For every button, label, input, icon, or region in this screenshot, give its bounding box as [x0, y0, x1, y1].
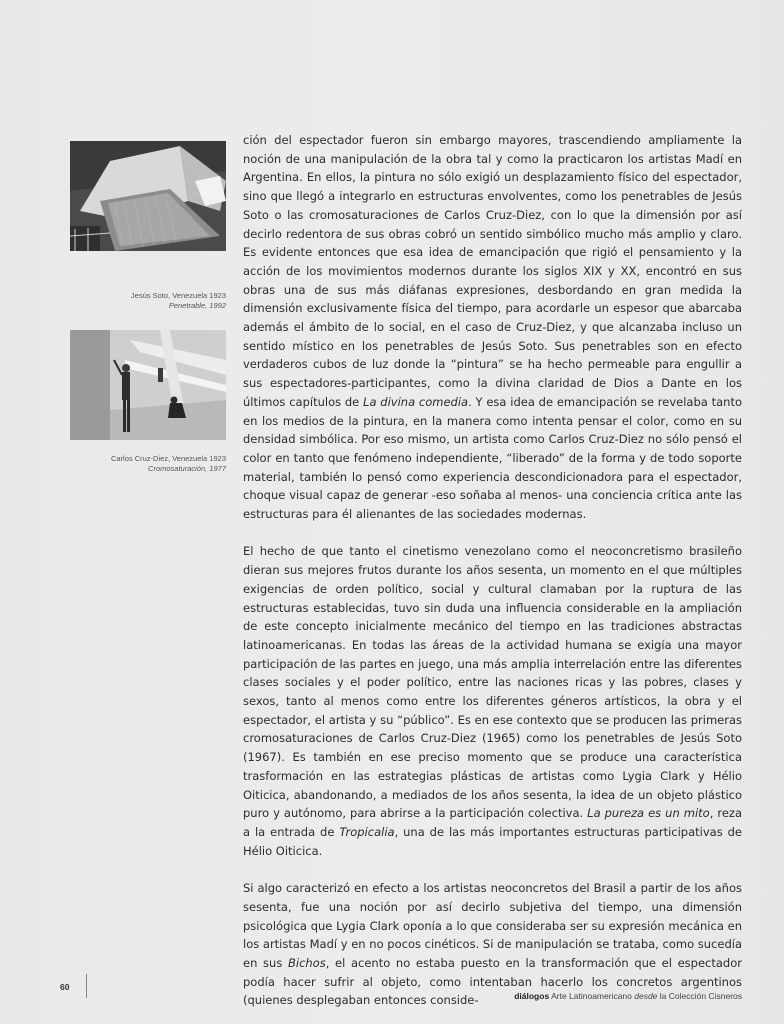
penetrable-photo-graphic	[70, 141, 226, 251]
text-run: , el acento no estaba puesto en la transformación que el espectador podía hacer sufrir al objeto, como intentaban hacerlo los concretos argentinos (quienes desplegaban entonces conside-	[243, 955, 742, 1008]
paragraph	[243, 131, 742, 524]
caption-artist: Jesús Soto, Venezuela 1923	[130, 291, 226, 300]
text-run: El hecho de que tanto el cinetismo venezolano como el neoconcretismo brasileño dieran sus mejores frutos durante los años sesenta, un momento en el que múltiples exigencias de orden político, social y cultural clamaban por la ruptura de las estructuras establecidas, tuvo sin duda una influencia considerable en la ampliación de este concepto inicialmente mecánico del tiempo en las tradiciones abstractas latinoamericanas. En todas las áreas de la actividad humana se exigía una mayor participación de las partes en juego, una más amplia interrelación entre las diferentes clases sociales y el poder político, entre las naciones ricas y las pobres, clases y sexos, tanto al menos como entre los diferentes géneros artísticos, la obra y el espectador, el artista y su “público”. Es en ese contexto que se producen las primeras cromosaturaciones de Carlos Cruz-Diez (1965) como los penetrables de Jesús Soto (1967). Es también en ese preciso momento que se produce una característica trasformación en las estrategias plásticas de artistas como Lygia Clark y Hélio Oiticica, abandonando, a mediados de los años sesenta, la idea de un objeto plástico puro y autónomo, para abrirse a la participación colectiva.	[243, 544, 742, 821]
figure-caption	[70, 291, 226, 311]
figure-cruz-diez	[70, 330, 226, 474]
cromosaturacion-photo-graphic	[70, 330, 226, 440]
photo-cromosaturacion	[70, 330, 226, 440]
text-run: , reza a la entrada de	[243, 806, 742, 839]
text-run: ción del espectador fueron sin embargo mayores, trascendiendo ampliamente la noción de una manipulación de la obra tal y como la practicaron los artistas Madí en Argentina. En ellos, la pintura no sólo exigió un desplazamiento físico del espectador, sino que llegó a integrarlo en estructuras envolventes, como los penetrables de Jesús Soto o las cromosaturaciones de Carlos Cruz-Diez, con lo que la dimensión por así decirlo redentora de sus obras cobró un sentido simbólico mucho más amplio y claro. Es evidente entonces que esa idea de emancipación que rigió el pensamiento y la acción de los movimientos modernos durante los siglos XIX y XX, encontró en sus obras una de sus más diáfanas expresiones, desbordando en gran medida la dimensión exclusivamente física del tiempo, para acordarle un espesor que abarcaba además el ámbito de lo social, en el caso de Cruz-Diez, y que alcanzaba incluso un sentido místico en los penetrables de Jesús Soto. Sus penetrables son en efecto verdaderos cubos de luz donde la “pintura” se ha hecho permeable para engullir a sus espectadores-participantes, como la divina claridad de Dios a Dante en los últimos capítulos de	[243, 133, 742, 409]
photo-penetrable	[70, 141, 226, 251]
text-run: Si algo caracterizó en efecto a los artistas neoconcretos del Brasil a partir de los años sesenta, fue una noción por así decirlo subjetiva del tiempo, una dimensión psicológica que Lygia Clark oponía a lo que consideraba ser su expresión mecánica en los artistas Madí y en no pocos cinéticos. Si de manipulación se trataba, como sucedía en sus	[243, 881, 742, 970]
page-number: 60	[60, 982, 70, 992]
text-run: . Y esa idea de emancipación se revelaba tanto en los medios de la pintura, en la manera como intenta pensar el color, como en su densidad simbólica. Por eso mismo, un artista como Carlos Cruz-Diez no sólo pensó el color en tanto que fenómeno independiente, “liberado” de la forma y de todo soporte material, también lo pensó como experiencia descondicionadora para el espectador, choque visual capaz de generar -eso soñaba al menos- una conciencia crítica ante las estructuras para él alienantes de las sociedades modernas.	[243, 394, 742, 522]
footer-series-a: Arte Latinoamericano	[551, 991, 632, 1001]
paragraph	[243, 542, 742, 860]
footer-series-b: desde	[634, 991, 658, 1001]
italic-run: Bichos	[287, 955, 326, 970]
caption-work: Cromosaturación, 1977	[148, 464, 226, 473]
body-text	[243, 131, 742, 1010]
figure-soto	[70, 141, 226, 311]
italic-run: Tropicalia	[339, 825, 395, 839]
italic-run: La pureza es un mito	[587, 806, 710, 821]
italic-run: La divina comedia	[363, 394, 469, 409]
footer-series-c: la Colección Cisneros	[659, 991, 742, 1001]
running-footer	[514, 991, 742, 1001]
figure-caption	[70, 454, 226, 474]
caption-work: Penetrable, 1992	[168, 301, 226, 310]
folio-divider	[86, 974, 87, 998]
magazine-title: diálogos	[514, 991, 550, 1001]
text-run: , una de las más importantes estructuras participativas de Hélio Oiticica.	[243, 825, 742, 858]
caption-artist: Carlos Cruz-Diez, Venezuela 1923	[110, 454, 226, 463]
